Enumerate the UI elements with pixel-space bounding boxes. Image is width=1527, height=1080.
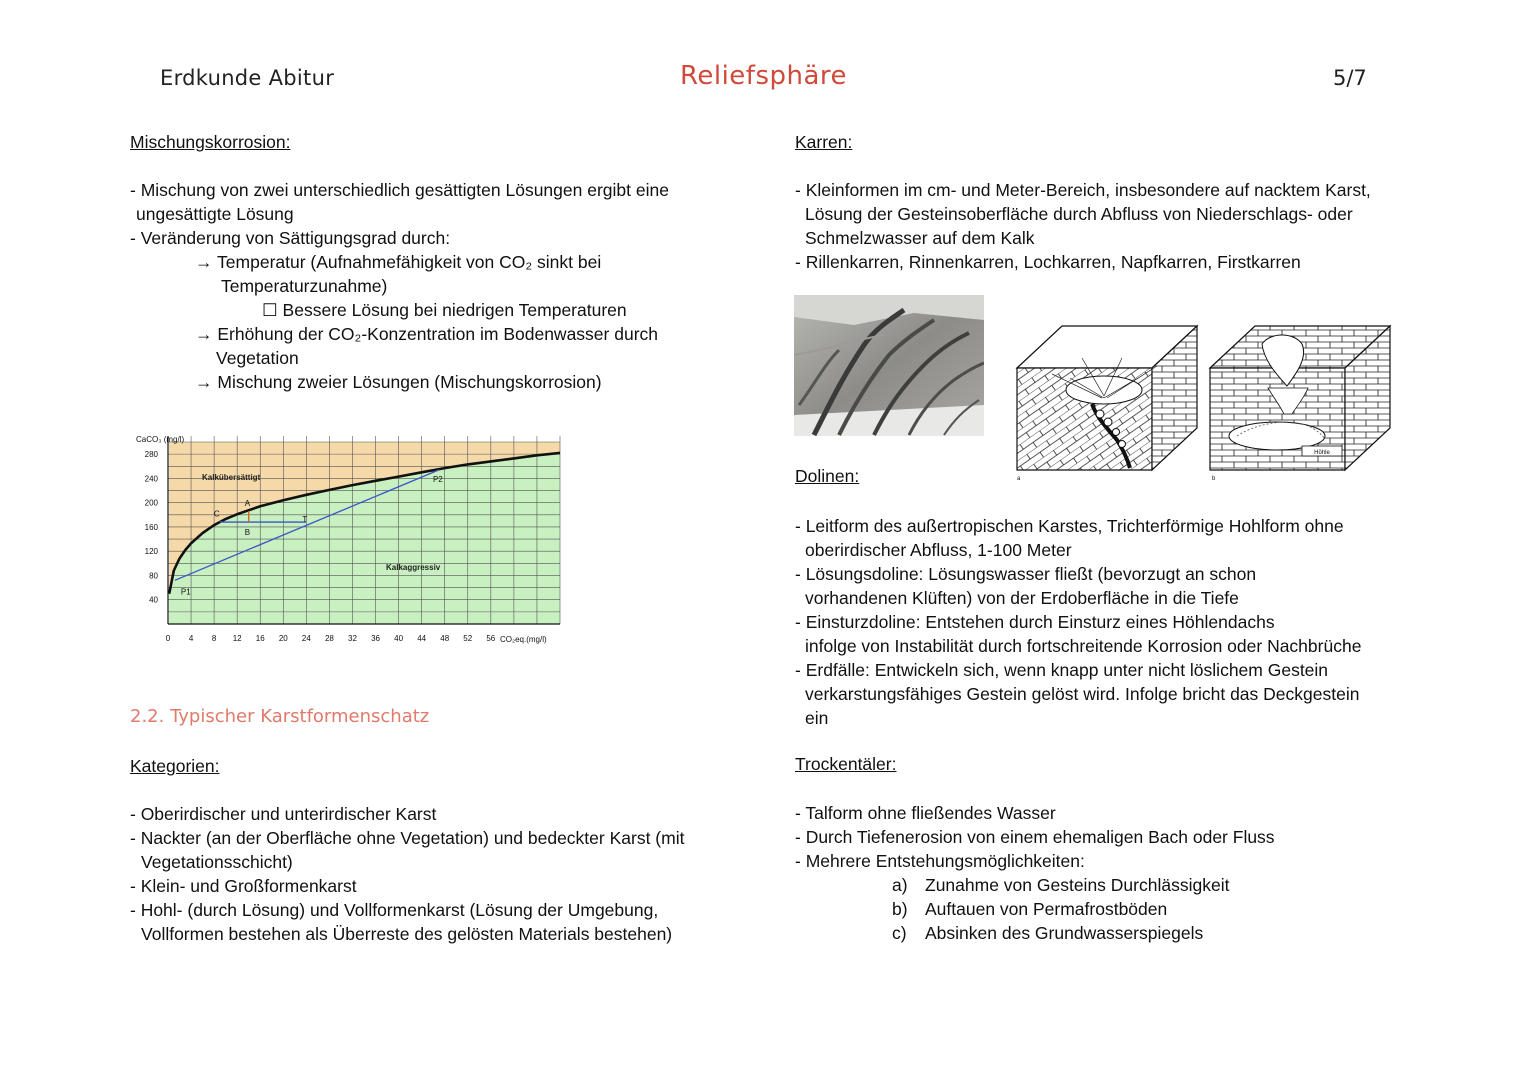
point-label-b: B bbox=[244, 528, 251, 538]
trockentaeler-heading: Trockentäler: bbox=[795, 754, 897, 774]
mischung-line-2: ungesättigte Lösung bbox=[136, 204, 294, 224]
calcite-saturation-chart bbox=[128, 428, 578, 650]
header-subject: Erdkunde Abitur bbox=[160, 66, 335, 90]
x-tick-label: 44 bbox=[417, 634, 427, 643]
trocken-list-item-b: Auftauen von Permafrostböden bbox=[925, 899, 1168, 919]
y-tick-label: 80 bbox=[149, 571, 158, 581]
karren-line-2: Lösung der Gesteinsoberfläche durch Abfluss von Niederschlags- oder bbox=[805, 204, 1353, 224]
region-label-lower: Kalkaggressiv bbox=[386, 563, 441, 572]
trocken-list-marker-a: a) bbox=[892, 875, 908, 895]
mischungskorrosion-heading: Mischungskorrosion: bbox=[130, 132, 291, 152]
dolinen-heading: Dolinen: bbox=[795, 466, 860, 486]
point-label-a: A bbox=[244, 499, 251, 509]
mischung-line-3: - Veränderung von Sättigungsgrad durch: bbox=[130, 228, 451, 248]
x-tick-label: 56 bbox=[486, 634, 496, 643]
x-tick-label: 48 bbox=[440, 634, 450, 643]
dolinen-line-7: - Erdfälle: Entwickeln sich, wenn knapp unter nicht löslichem Gestein bbox=[795, 660, 1329, 680]
kategorien-line-2: - Nackter (an der Oberfläche ohne Vegetation) und bedeckter Karst (mit bbox=[130, 828, 685, 848]
section-heading: 2.2. Typischer Karstformenschatz bbox=[130, 706, 430, 727]
doline-block-diagrams bbox=[1012, 318, 1394, 486]
kategorien-line-1: - Oberirdischer und unterirdischer Karst bbox=[130, 804, 437, 824]
doline-diagram-a bbox=[1017, 326, 1197, 470]
chart-ylabel: CaCO₃ (mg/l) bbox=[136, 435, 185, 444]
mischung-line-4: → Temperatur (Aufnahmefähigkeit von CO₂ sinkt bei bbox=[195, 252, 602, 272]
mischung-line-6: ☐ Bessere Lösung bei niedrigen Temperaturen bbox=[262, 300, 627, 320]
y-tick-label: 40 bbox=[149, 595, 158, 605]
karren-line-4: - Rillenkarren, Rinnenkarren, Lochkarren, Napfkarren, Firstkarren bbox=[795, 252, 1301, 272]
y-tick-label: 200 bbox=[144, 498, 158, 508]
mischung-line-5: Temperaturzunahme) bbox=[221, 276, 388, 296]
trocken-line-2: - Durch Tiefenerosion von einem ehemaligen Bach oder Fluss bbox=[795, 827, 1275, 847]
y-tick-label: 280 bbox=[144, 450, 158, 460]
y-tick-label: 240 bbox=[144, 474, 158, 484]
x-tick-label: 20 bbox=[278, 634, 288, 643]
x-tick-label: 24 bbox=[301, 634, 311, 643]
mischung-line-8: Vegetation bbox=[216, 348, 299, 368]
dolinen-line-4: vorhandenen Klüften) von der Erdoberfläche in die Tiefe bbox=[805, 588, 1239, 608]
point-label-p1: P1 bbox=[180, 587, 191, 597]
point-label-t: T bbox=[302, 515, 308, 525]
x-tick-label: 40 bbox=[394, 634, 404, 643]
trocken-list-marker-c: c) bbox=[892, 923, 907, 943]
doline-diagram-b bbox=[1210, 326, 1390, 470]
x-tick-label: 4 bbox=[188, 634, 194, 643]
kategorien-heading: Kategorien: bbox=[130, 756, 220, 776]
page-title: Reliefsphäre bbox=[679, 61, 848, 91]
dolinen-line-5: - Einsturzdoline: Entstehen durch Einsturz eines Höhlendachs bbox=[795, 612, 1275, 632]
point-label-p2: P2 bbox=[432, 474, 443, 484]
kategorien-line-5: - Hohl- (durch Lösung) und Vollformenkarst (Lösung der Umgebung, bbox=[130, 900, 659, 920]
dolinen-line-3: - Lösungsdoline: Lösungswasser fließt (bevorzugt an schon bbox=[795, 564, 1257, 584]
trocken-list-marker-b: b) bbox=[892, 899, 908, 919]
mischung-line-1: - Mischung von zwei unterschiedlich gesättigten Lösungen ergibt eine bbox=[130, 180, 669, 200]
chart-xlabel: CO₂eq.(mg/l) bbox=[500, 635, 547, 644]
y-tick-label: 120 bbox=[144, 547, 158, 557]
kategorien-line-4: - Klein- und Großformenkarst bbox=[130, 876, 357, 896]
diagram-a-label: a bbox=[1017, 476, 1021, 482]
page-number: 5/7 bbox=[1333, 66, 1367, 90]
dolinen-line-9: ein bbox=[805, 708, 829, 728]
dolinen-line-8: verkarstungsfähiges Gestein gelöst wird. Infolge bricht das Deckgestein bbox=[805, 684, 1360, 704]
x-tick-label: 36 bbox=[371, 634, 380, 643]
mischung-line-7: → Erhöhung der CO₂-Konzentration im Bodenwasser durch bbox=[195, 324, 658, 344]
y-tick-label: 160 bbox=[144, 522, 158, 532]
x-tick-label: 52 bbox=[463, 634, 473, 643]
x-tick-label: 8 bbox=[211, 634, 217, 643]
trocken-line-1: - Talform ohne fließendes Wasser bbox=[795, 803, 1056, 823]
x-tick-label: 16 bbox=[255, 634, 265, 643]
kategorien-line-3: Vegetationsschicht) bbox=[141, 852, 293, 872]
diagram-b-label: b bbox=[1212, 476, 1216, 482]
karren-line-3: Schmelzwasser auf dem Kalk bbox=[805, 228, 1035, 248]
hoehle-label: Höhle bbox=[1314, 450, 1330, 456]
dolinen-line-6: infolge von Instabilität durch fortschreitende Korrosion oder Nachbrüche bbox=[805, 636, 1362, 656]
karren-photo bbox=[794, 295, 984, 436]
trocken-list-item-c: Absinken des Grundwasserspiegels bbox=[925, 923, 1204, 943]
x-tick-label: 28 bbox=[324, 634, 334, 643]
region-label-upper: Kalkübersättigt bbox=[202, 473, 261, 482]
trocken-line-3: - Mehrere Entstehungsmöglichkeiten: bbox=[795, 851, 1085, 871]
karren-line-1: - Kleinformen im cm- und Meter-Bereich, insbesondere auf nacktem Karst, bbox=[795, 180, 1371, 200]
dolinen-line-2: oberirdischer Abfluss, 1-100 Meter bbox=[805, 540, 1072, 560]
karren-heading: Karren: bbox=[795, 132, 853, 152]
x-tick-label: 0 bbox=[165, 634, 171, 643]
trocken-list-item-a: Zunahme von Gesteins Durchlässigkeit bbox=[925, 875, 1230, 895]
mischung-line-9: → Mischung zweier Lösungen (Mischungskorrosion) bbox=[195, 372, 602, 392]
kategorien-line-6: Vollformen bestehen als Überreste des gelösten Materials bestehen) bbox=[141, 924, 673, 944]
x-tick-label: 12 bbox=[232, 634, 242, 643]
x-tick-label: 32 bbox=[348, 634, 357, 643]
point-label-c: C bbox=[213, 509, 220, 519]
dolinen-line-1: - Leitform des außertropischen Karstes, Trichterförmige Hohlform ohne bbox=[795, 516, 1344, 536]
